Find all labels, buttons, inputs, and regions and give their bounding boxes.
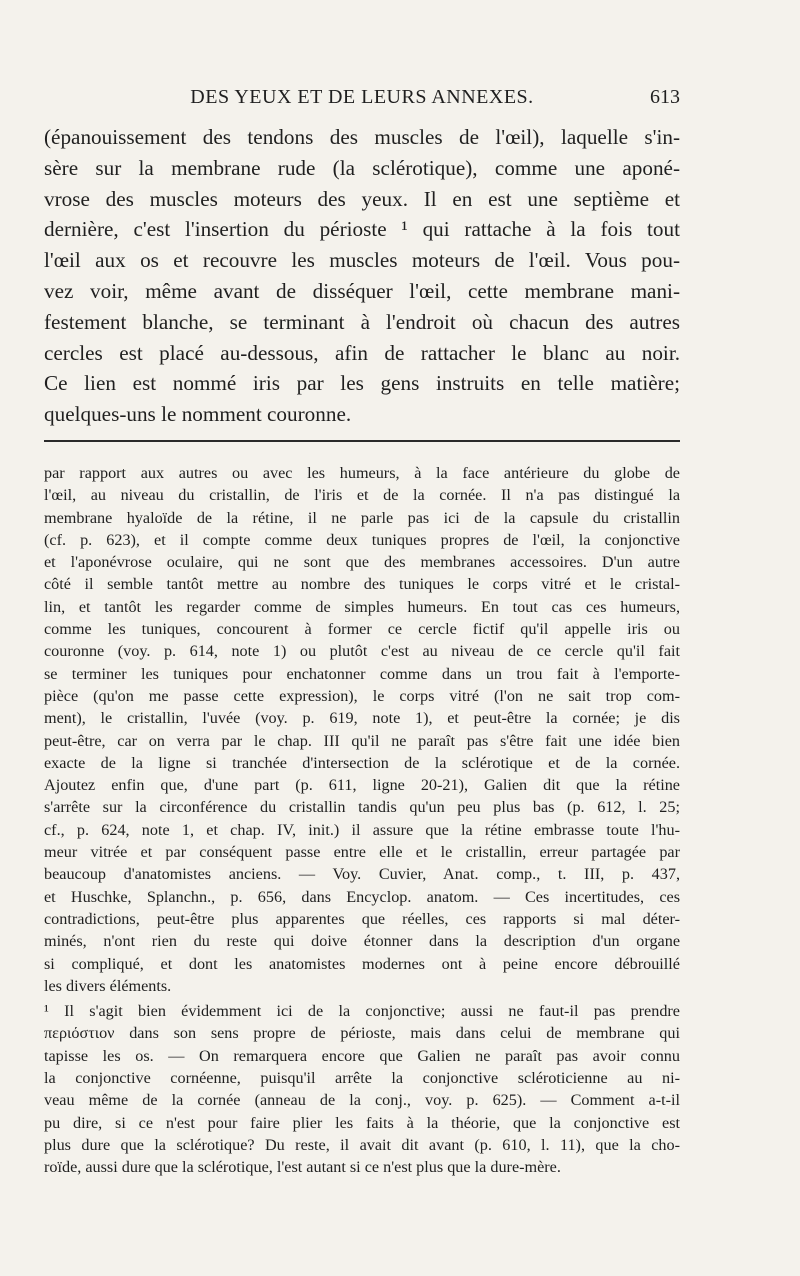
- footnote-line: peut-être, car on verra par le chap. III qu'il ne paraît pas s'être fait une idée bien: [44, 731, 680, 750]
- text-line: (épanouissement des tendons des muscles de l'œil), laquelle s'in-: [44, 125, 680, 149]
- text-line: l'œil aux os et recouvre les muscles moteurs de l'œil. Vous pou-: [44, 248, 680, 273]
- footnote-line: roïde, aussi dure que la sclérotique, l'est autant si ce n'est plus que la dure-mère.: [44, 1158, 561, 1177]
- footnote-line: les divers éléments.: [44, 976, 172, 995]
- footnote-line: contradictions, peut-être plus apparentes que réelles, ces rapports si mal déter-: [44, 909, 680, 928]
- footnote-line: l'œil, au niveau du cristallin, de l'iris et de la cornée. Il n'a pas distingué la: [44, 486, 680, 505]
- footnote-line: (cf. p. 623), et il compte comme deux tuniques propres de l'œil, la conjonctive: [44, 530, 680, 549]
- footnote-line: la conjonctive cornéenne, puisqu'il arrête la conjonctive scléroticienne au ni-: [44, 1068, 680, 1087]
- footnote-1: [44, 1000, 680, 1178]
- footnote-line: beaucoup d'anatomistes anciens. — Voy. Cuvier, Anat. comp., t. III, p. 437,: [44, 865, 680, 884]
- text-line: quelques-uns le nomment couronne.: [44, 402, 352, 427]
- footnote-line: couronne (voy. p. 614, note 1) ou plutôt c'est au niveau de ce cercle qu'il fait: [44, 642, 680, 661]
- text-line: sère sur la membrane rude (la sclérotique), comme une aponé-: [44, 155, 680, 180]
- footnote-line: pu dire, si ce n'est pour faire plier les faits à la théorie, que la conjonctive est: [44, 1113, 680, 1132]
- book-page: [44, 82, 680, 1178]
- text-line: dernière, c'est l'insertion du périoste ¹ qui rattache à la fois tout: [44, 217, 680, 242]
- footnote-line: côté il semble tantôt mettre au nombre des tuniques le corps vitré et le cristal-: [44, 575, 680, 594]
- footnote-line: veau même de la cornée (anneau de la conj., voy. p. 625). — Comment a-t-il: [44, 1091, 680, 1110]
- footnote-line: Ajoutez enfin que, d'une part (p. 611, ligne 20-21), Galien dit que la rétine: [44, 776, 680, 795]
- text-line: cercles est placé au-dessous, afin de rattacher le blanc au noir.: [44, 340, 680, 365]
- running-head: [44, 82, 680, 122]
- footnote-line: περιόστιον dans son sens propre de périoste, mais dans celui de membrane qui: [44, 1024, 680, 1043]
- footnote-line: meur vitrée et par conséquent passe entre elle et le cristallin, erreur partagée par: [44, 843, 680, 862]
- footnote-line: exacte de la ligne si tranchée d'intersection de la sclérotique et de la cornée.: [44, 753, 680, 772]
- page-number: 613: [650, 86, 680, 108]
- footnote-continuation: [44, 462, 680, 997]
- footnote-line: s'arrête sur la circonférence du cristallin tandis qu'un peu plus bas (p. 612, l. 25;: [44, 798, 680, 817]
- footnote-line: pièce (qu'on me passe cette expression), le corps vitré (l'on ne sait trop com-: [44, 686, 680, 705]
- footnote-line: ¹ Il s'agit bien évidemment ici de la conjonctive; aussi ne faut-il pas prendre: [44, 1002, 680, 1021]
- text-line: festement blanche, se terminant à l'endroit où chacun des autres: [44, 309, 680, 334]
- running-title: DES YEUX ET DE LEURS ANNEXES.: [190, 86, 534, 108]
- footnote-line: et l'aponévrose oculaire, qui ne sont que des membranes accessoires. D'un autre: [44, 553, 680, 572]
- footnote-line: tapisse les os. — On remarquera encore que Galien ne paraît pas avoir connu: [44, 1046, 680, 1065]
- footnote-line: membrane hyaloïde de la rétine, il ne parle pas ici de la capsule du cristallin: [44, 508, 680, 527]
- main-text: [44, 122, 680, 430]
- text-line: vrose des muscles moteurs des yeux. Il en est une septième et: [44, 186, 680, 211]
- footnote-line: et Huschke, Splanchn., p. 656, dans Encyclop. anatom. — Ces incertitudes, ces: [44, 887, 680, 906]
- footnote-line: par rapport aux autres ou avec les humeurs, à la face antérieure du globe de: [44, 463, 680, 482]
- footnote-line: minés, n'ont rien du reste qui doive étonner dans la description d'un organe: [44, 932, 680, 951]
- footnote-line: ment), le cristallin, l'uvée (voy. p. 619, note 1), et peut-être la cornée; je dis: [44, 709, 680, 728]
- text-line: vez voir, même avant de disséquer l'œil, cette membrane mani-: [44, 278, 680, 303]
- footnote-line: comme les tuniques, concourent à former ce cercle fictif qu'il appelle iris ou: [44, 620, 680, 639]
- footnote-line: cf., p. 624, note 1, et chap. IV, init.) il assure que la rétine embrasse toute l'hu-: [44, 820, 680, 839]
- text-line: Ce lien est nommé iris par les gens instruits en telle matière;: [44, 371, 680, 396]
- footnotes: [44, 462, 680, 1179]
- footnote-line: si compliqué, et dont les anatomistes modernes ont à peine encore débrouillé: [44, 954, 680, 973]
- footnote-line: plus dure que la sclérotique? Du reste, il avait dit avant (p. 610, l. 11), que la cho-: [44, 1135, 680, 1154]
- footnote-line: se terminer les tuniques pour enchatonner comme dans un trou fait à l'emporte-: [44, 664, 680, 683]
- footnote-separator-rule: [44, 440, 680, 442]
- footnote-line: lin, et tantôt les regarder comme de simples humeurs. En tout cas ces humeurs,: [44, 597, 680, 616]
